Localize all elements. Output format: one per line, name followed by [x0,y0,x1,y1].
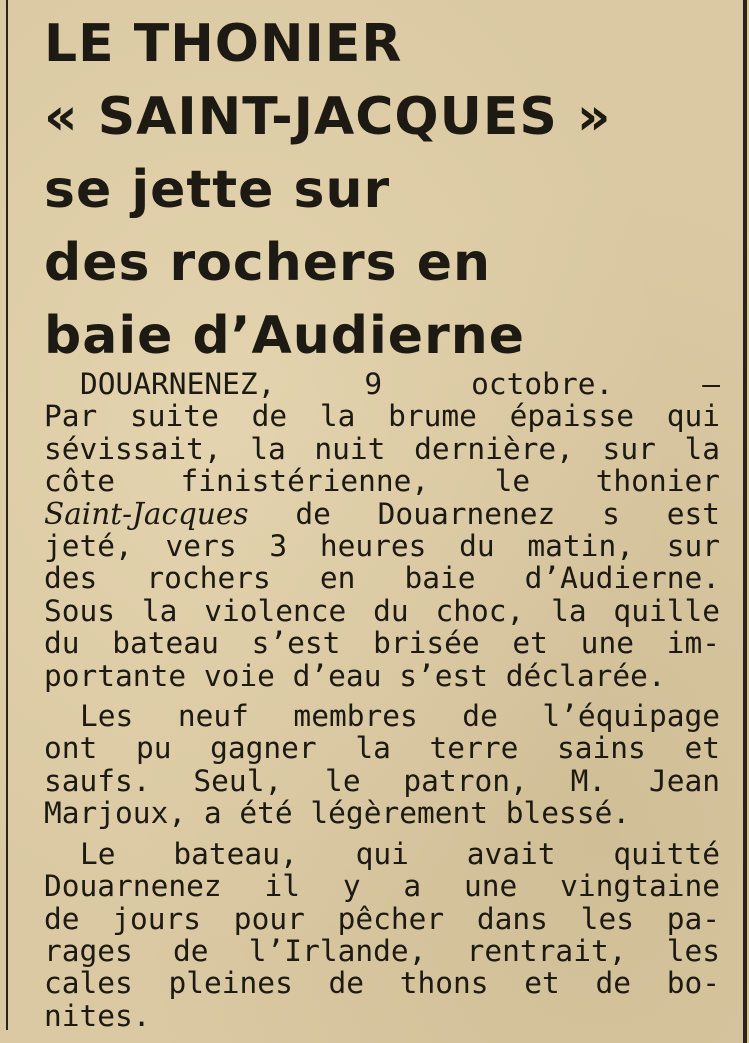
text-line: portante voie d’eau s’est déclarée. [44,658,666,693]
text-line: cales pleines de thons et de bo- [44,966,720,1001]
text-line [44,498,720,530]
text-fragment: de Douarnenez s est [248,496,720,531]
headline [44,8,724,373]
text-line: Par suite de la brume épaisse qui [44,399,720,434]
paragraph-3 [44,838,720,1032]
text-line: Douarnenez il y a une vingtaine [44,869,720,904]
text-line: Marjoux, a été légèrement blessé. [44,796,631,831]
paragraph-2 [44,700,720,830]
text-line: jeté, vers 3 heures du matin, sur [44,529,720,564]
text-line: côte finistérienne, le thonier [44,464,720,499]
headline-line-1: LE THONIER [44,14,403,74]
headline-line-2: « SAINT-JACQUES » [44,87,612,147]
text-line: ont pu gagner la terre sains et [44,731,720,766]
headline-line-3: se jette sur [44,160,391,220]
left-column-rule [6,0,8,1030]
paragraph-1 [44,368,720,692]
text-line: DOUARNENEZ, 9 octobre. — [80,367,720,401]
text-line: Le bateau, qui avait quitté [80,836,720,871]
text-line: Les neuf membres de l’équipage [80,699,720,734]
text-line: de jours pour pêcher dans les pa- [44,901,720,936]
text-line: rages de l’Irlande, rentrait, les [44,933,720,968]
text-line: nites. [44,998,151,1033]
headline-line-5: baie d’Audierne [44,306,525,366]
text-line: sévissait, la nuit dernière, sur la [44,431,720,466]
ship-name: Saint-Jacques [44,496,249,531]
text-line: saufs. Seul, le patron, M. Jean [44,763,720,798]
text-line: du bateau s’est brisée et une im- [44,626,720,661]
headline-line-4: des rochers en [44,233,492,293]
right-column-rule [743,0,747,1043]
text-line: Sous la violence du choc, la quille [44,593,720,628]
text-line: des rochers en baie d’Audierne. [44,561,720,596]
article-body [44,368,720,1032]
